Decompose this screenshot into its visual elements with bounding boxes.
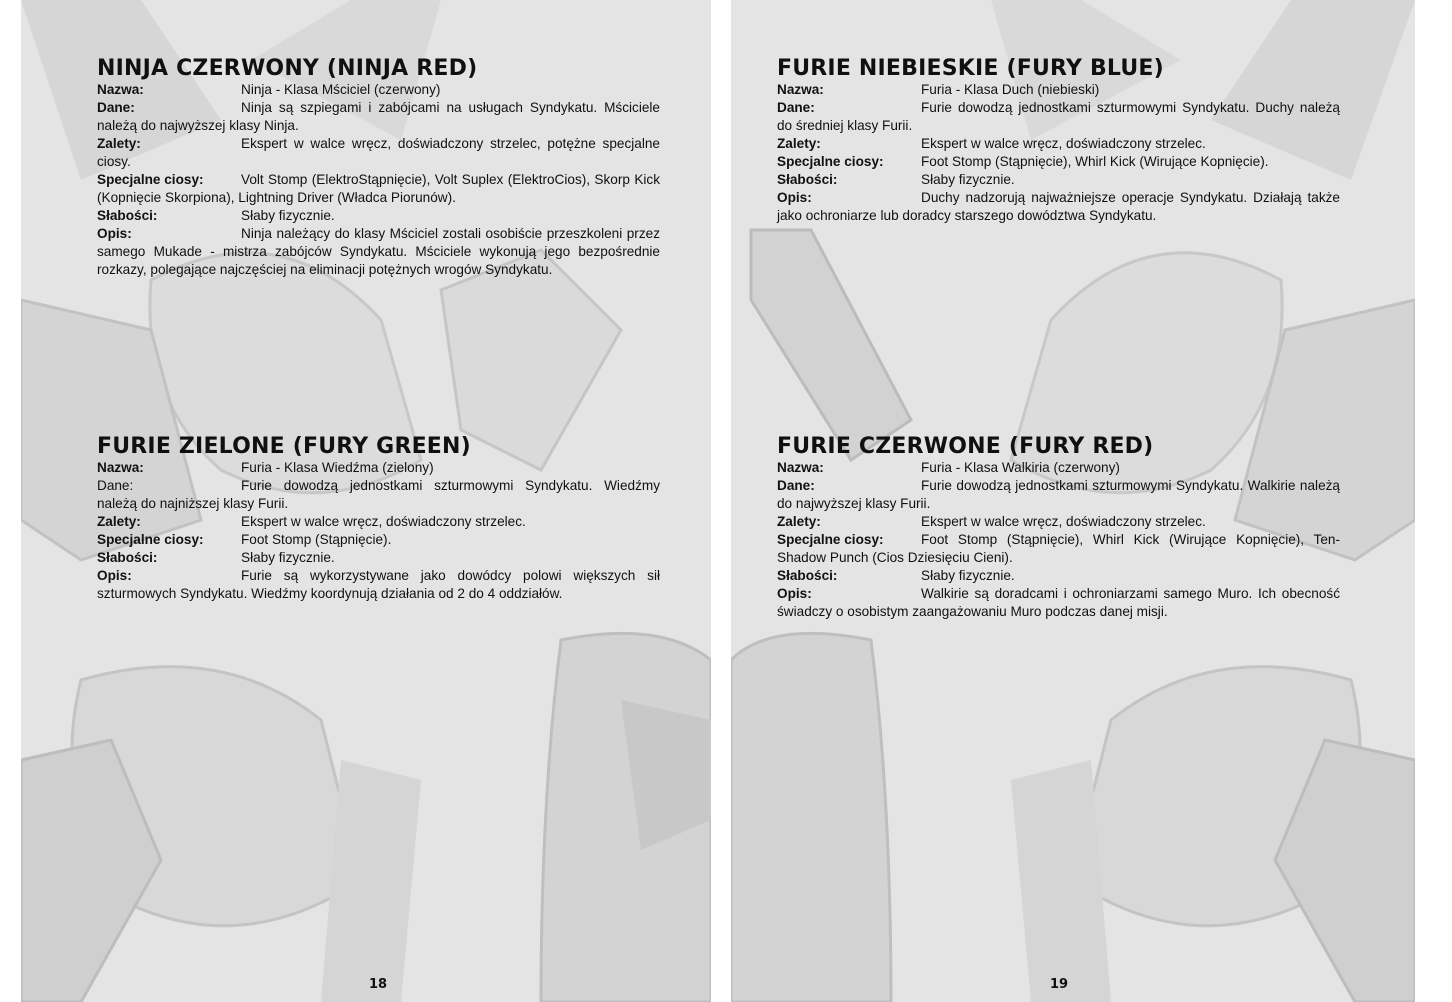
fury-blue-section xyxy=(777,58,1340,225)
zalety-row xyxy=(97,135,660,171)
opis-label: Opis: xyxy=(777,586,812,601)
fury-green-section xyxy=(97,436,660,603)
zalety-value: Ekspert w walce wręcz, doświadczony strzelec. xyxy=(241,514,526,529)
nazwa-label: Nazwa: xyxy=(777,82,824,97)
slabosci-label: Słabości: xyxy=(777,172,838,187)
ciosy-row xyxy=(97,171,660,207)
opis-value: Duchy nadzorują najważniejsze operacje Syndykatu. Działają także jako ochroniarze lub doradcy starszego dowództwa Syndykatu. xyxy=(777,190,1340,223)
ciosy-row xyxy=(777,531,1340,567)
dane-label: Dane: xyxy=(777,100,815,115)
zalety-label: Zalety: xyxy=(777,514,821,529)
opis-row xyxy=(777,189,1340,225)
dane-label: Dane: xyxy=(777,478,815,493)
nazwa-label: Nazwa: xyxy=(777,460,824,475)
slabosci-value: Słaby fizycznie. xyxy=(921,172,1015,187)
slabosci-value: Słaby fizycznie. xyxy=(921,568,1015,583)
ciosy-label: Specjalne ciosy: xyxy=(97,172,204,187)
dane-row xyxy=(97,99,660,135)
zalety-row xyxy=(97,513,660,531)
zalety-label: Zalety: xyxy=(97,136,141,151)
nazwa-row xyxy=(97,81,660,99)
right-page xyxy=(731,0,1415,1002)
slabosci-label: Słabości: xyxy=(777,568,838,583)
zalety-label: Zalety: xyxy=(97,514,141,529)
opis-value: Walkirie są doradcami i ochroniarzami samego Muro. Ich obecność świadczy o osobistym zaangażowaniu Muro podczas danej misji. xyxy=(777,586,1340,619)
slabosci-row xyxy=(97,549,660,567)
nazwa-value: Furia - Klasa Wiedźma (zielony) xyxy=(241,460,434,475)
slabosci-row xyxy=(777,171,1340,189)
ninja-red-section xyxy=(97,58,660,279)
page-number: 18 xyxy=(369,977,388,992)
opis-row xyxy=(97,225,660,279)
dane-row xyxy=(777,477,1340,513)
dane-value: Furie dowodzą jednostkami szturmowymi Syndykatu. Duchy należą do średniej klasy Furii. xyxy=(777,100,1340,133)
slabosci-row xyxy=(97,207,660,225)
opis-label: Opis: xyxy=(97,568,132,583)
opis-value: Ninja należący do klasy Mściciel zostali osobiście przeszkoleni przez samego Mukade - mistrza zabójców Syndykatu. Mściciele wykonują jego bezpośrednie rozkazy, polegające najczęściej na eliminacji potężnych wrogów Syndykatu. xyxy=(97,226,660,277)
opis-row xyxy=(777,585,1340,621)
fury-green-title: FURIE ZIELONE (FURY GREEN) xyxy=(97,434,471,459)
left-page xyxy=(21,0,711,1002)
opis-label: Opis: xyxy=(777,190,812,205)
nazwa-label: Nazwa: xyxy=(97,460,144,475)
slabosci-value: Słaby fizycznie. xyxy=(241,550,335,565)
fury-blue-title: FURIE NIEBIESKIE (FURY BLUE) xyxy=(777,56,1164,81)
zalety-label: Zalety: xyxy=(777,136,821,151)
dane-value: Furie dowodzą jednostkami szturmowymi Syndykatu. Walkirie należą do najwyższej klasy Furii. xyxy=(777,478,1340,511)
slabosci-label: Słabości: xyxy=(97,550,158,565)
ciosy-value: Volt Stomp (ElektroStąpnięcie), Volt Suplex (ElektroCios), Skorp Kick (Kopnięcie Skorpiona), Lightning Driver (Władca Piorunów). xyxy=(97,172,660,205)
ciosy-label: Specjalne ciosy: xyxy=(777,532,884,547)
slabosci-row xyxy=(777,567,1340,585)
ninja-red-title: NINJA CZERWONY (NINJA RED) xyxy=(97,56,478,81)
fury-red-title: FURIE CZERWONE (FURY RED) xyxy=(777,434,1154,459)
dane-label: Dane: xyxy=(97,478,134,493)
opis-label: Opis: xyxy=(97,226,132,241)
dane-label: Dane: xyxy=(97,100,135,115)
opis-row xyxy=(97,567,660,603)
zalety-row xyxy=(777,513,1340,531)
ciosy-label: Specjalne ciosy: xyxy=(97,532,204,547)
nazwa-row xyxy=(97,459,660,477)
dane-value: Furie dowodzą jednostkami szturmowymi Syndykatu. Wiedźmy należą do najniższej klasy Furii. xyxy=(97,478,660,511)
opis-value: Furie są wykorzystywane jako dowódcy polowi większych sił szturmowych Syndykatu. Wiedźmy koordynują działania od 2 do 4 oddziałów. xyxy=(97,568,660,601)
zalety-value: Ekspert w walce wręcz, doświadczony strzelec. xyxy=(921,136,1206,151)
page-number: 19 xyxy=(1050,977,1069,992)
ciosy-row xyxy=(777,153,1340,171)
ciosy-row xyxy=(97,531,660,549)
dane-row xyxy=(97,477,660,513)
zalety-value: Ekspert w walce wręcz, doświadczony strzelec, potężne specjalne ciosy. xyxy=(97,136,660,169)
ciosy-value: Foot Stomp (Stąpnięcie). xyxy=(241,532,392,547)
dane-row xyxy=(777,99,1340,135)
slabosci-label: Słabości: xyxy=(97,208,158,223)
zalety-row xyxy=(777,135,1340,153)
nazwa-label: Nazwa: xyxy=(97,82,144,97)
nazwa-value: Ninja - Klasa Mściciel (czerwony) xyxy=(241,82,441,97)
fury-red-section xyxy=(777,436,1340,621)
ciosy-value: Foot Stomp (Stąpnięcie), Whirl Kick (Wirujące Kopnięcie), Ten-Shadow Punch (Cios Dziesięciu Cieni). xyxy=(777,532,1340,565)
nazwa-row xyxy=(777,81,1340,99)
zalety-value: Ekspert w walce wręcz, doświadczony strzelec. xyxy=(921,514,1206,529)
ciosy-value: Foot Stomp (Stąpnięcie), Whirl Kick (Wirujące Kopnięcie). xyxy=(921,154,1269,169)
ciosy-label: Specjalne ciosy: xyxy=(777,154,884,169)
dane-value: Ninja są szpiegami i zabójcami na usługach Syndykatu. Mściciele należą do najwyższej klasy Ninja. xyxy=(97,100,660,133)
nazwa-row xyxy=(777,459,1340,477)
nazwa-value: Furia - Klasa Walkiria (czerwony) xyxy=(921,460,1120,475)
nazwa-value: Furia - Klasa Duch (niebieski) xyxy=(921,82,1100,97)
slabosci-value: Słaby fizycznie. xyxy=(241,208,335,223)
